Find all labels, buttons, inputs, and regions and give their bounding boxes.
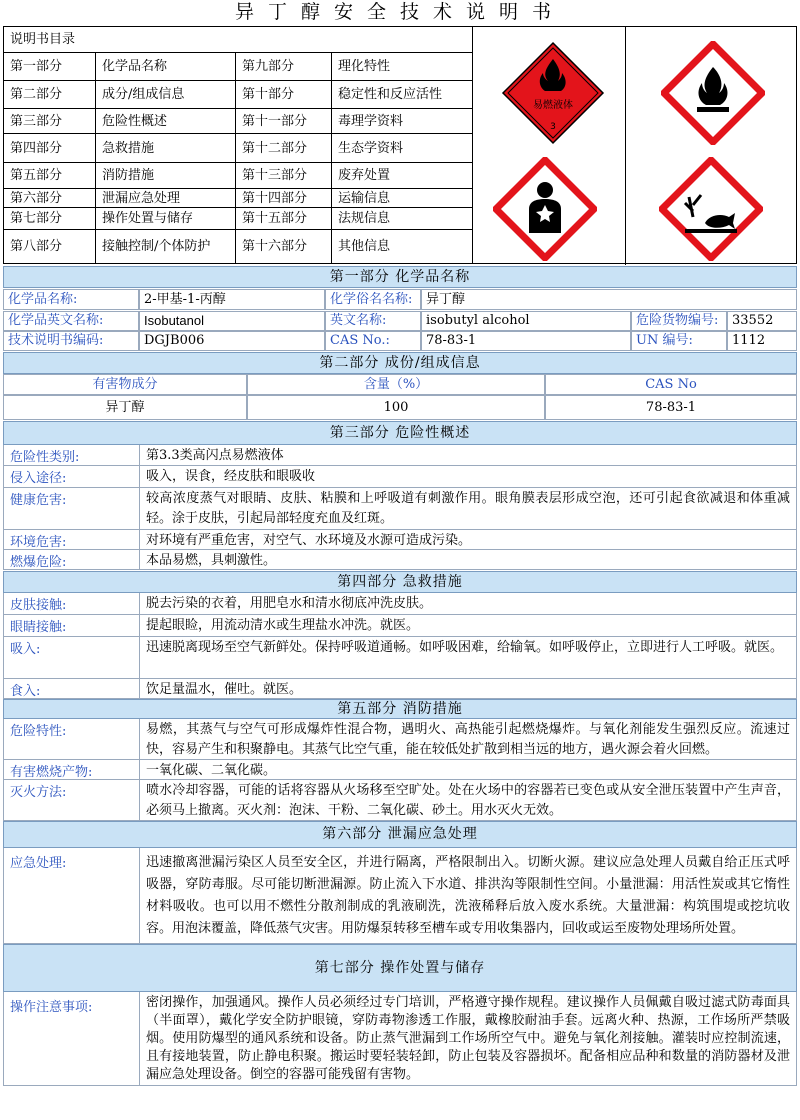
section3-title: 第三部分 危险性概述 (329, 425, 471, 441)
english-alias-label: 英文名称: (325, 311, 421, 331)
health-hazard-icon (493, 157, 597, 261)
section5-header (3, 699, 797, 719)
fire-row (3, 719, 797, 760)
first-aid-row (3, 615, 797, 637)
toc-name: 急救措施 (96, 134, 236, 162)
section1-title: 第一部分 化学品名称 (329, 269, 471, 285)
section6-header (3, 821, 797, 848)
chem-name-value: 2-甲基-1-丙醇 (139, 289, 325, 310)
hazard-row (3, 530, 797, 550)
toc-part: 第十三部分 (236, 163, 332, 188)
flame-icon (661, 41, 765, 145)
section4-title: 第四部分 急救措施 (337, 574, 463, 590)
hazard-row-label: 燃爆危险: (4, 550, 140, 569)
spill-row-label: 应急处理: (4, 848, 140, 943)
toc-part: 第十二部分 (236, 134, 332, 162)
toc-part: 第六部分 (4, 189, 96, 207)
flammable-liquid-label-icon (501, 41, 605, 145)
toc-row (4, 189, 472, 208)
first-aid-value: 提起眼睑，用流动清水或生理盐水冲洗。就医。 (146, 618, 420, 633)
toc-name: 接触控制/个体防护 (96, 230, 236, 263)
dg-number-value: 33552 (727, 311, 797, 331)
chem-name-label: 化学品名称: (3, 289, 139, 310)
component-content: 100 (247, 395, 545, 420)
toc-name: 泄漏应急处理 (96, 189, 236, 207)
hazard-row-label: 环境危害: (4, 530, 140, 549)
english-alias-value: isobutyl alcohol (421, 311, 631, 331)
hazard-row-value: 较高浓度蒸气对眼睛、皮肤、粘膜和上呼吸道有刺激作用。眼角膜表层形成空泡，还可引起食欲减退和体重减轻。涂于皮肤，引起局部轻度充血及红斑。 (146, 491, 790, 526)
un-label: UN 编号: (631, 331, 727, 351)
toc-row (4, 81, 472, 109)
first-aid-row (3, 679, 797, 699)
toc-part: 第三部分 (4, 109, 96, 133)
first-aid-value: 迅速脱离现场至空气新鲜处。保持呼吸道通畅。如呼吸困难，给输氧。如呼吸停止，立即进行人工呼吸。就医。 (146, 640, 784, 655)
handling-row (3, 992, 797, 1086)
toc-name: 毒理学资料 (338, 114, 404, 129)
toc-name: 理化特性 (338, 59, 391, 74)
section7-title: 第七部分 操作处置与储存 (314, 960, 486, 976)
first-aid-row (3, 593, 797, 615)
hazard-row-value: 吸入，误食，经皮肤和眼吸收 (146, 469, 316, 484)
cas-value: 78-83-1 (421, 331, 631, 351)
hazard-row (3, 488, 797, 530)
fire-row (3, 780, 797, 821)
section1-header (3, 266, 797, 288)
cas-label: CAS No.: (325, 331, 421, 351)
hazard-row-label: 健康危害: (4, 488, 140, 529)
hazard-row (3, 466, 797, 488)
toc-name: 废弃处置 (338, 168, 391, 183)
handling-row-label: 操作注意事项: (4, 992, 140, 1085)
toc-part: 第四部分 (4, 134, 96, 162)
fire-row-value: 喷水冷却容器，可能的话将容器从火场移至空旷处。处在火场中的容器若已变色或从安全泄压装置中产生声音，必须马上撤离。灭火剂：泡沫、干粉、二氧化碳、砂土。用水灭火无效。 (146, 783, 790, 818)
toc-name: 生态学资料 (338, 141, 404, 156)
toc-name: 其他信息 (338, 239, 391, 254)
hazard-row-value: 本品易燃，具刺激性。 (146, 553, 277, 568)
toc-part: 第五部分 (4, 163, 96, 188)
toc-row (4, 109, 472, 134)
hazard-row-value: 对环境有严重危害，对空气、水环境及水源可造成污染。 (146, 533, 472, 548)
document-title: 异丁醇安全技术说明书 (234, 1, 565, 23)
fire-row-label: 灭火方法: (4, 780, 140, 820)
section4-header (3, 571, 797, 593)
toc-part: 第八部分 (4, 230, 96, 263)
toc-row (4, 53, 472, 81)
toc-part: 第十五部分 (236, 208, 332, 229)
first-aid-label: 食入: (4, 679, 140, 698)
first-aid-value: 饮足量温水，催吐。就医。 (146, 682, 303, 697)
fire-row-value: 易燃，其蒸气与空气可形成爆炸性混合物，遇明火、高热能引起燃烧爆炸。与氧化剂能发生强烈反应。流速过快，容易产生和积聚静电。其蒸气比空气重，能在较低处扩散到相当远的地方，遇火源会着火回燃。 (146, 722, 790, 757)
english-name-label: 化学品英文名称: (3, 311, 139, 331)
fire-row-value: 一氧化碳、二氧化碳。 (146, 763, 277, 778)
toc-row (4, 163, 472, 189)
spill-row (3, 848, 797, 944)
toc-part: 第十六部分 (236, 230, 332, 263)
flammable-label-text: 易燃液体 (533, 100, 573, 111)
toc-name: 化学品名称 (96, 53, 236, 80)
toc-heading: 说明书目录 (4, 27, 472, 53)
toc-name: 操作处置与储存 (96, 208, 236, 229)
toc-part: 第一部分 (4, 53, 96, 80)
section6-title: 第六部分 泄漏应急处理 (322, 826, 478, 842)
dg-number-label: 危险货物编号: (631, 311, 727, 331)
flammable-label-class: 3 (550, 122, 556, 132)
common-name-label: 化学俗名名称: (325, 289, 421, 310)
hazard-row-value: 第3.3类高闪点易燃液体 (146, 448, 284, 463)
hazard-row (3, 550, 797, 570)
toc-name: 成分/组成信息 (96, 81, 236, 108)
toc-row (4, 230, 472, 263)
toc-part: 第十一部分 (236, 109, 332, 133)
common-name-value: 异丁醇 (421, 289, 797, 310)
fire-row-label: 有害燃烧产物: (4, 760, 140, 779)
section2-title: 第二部分 成份/组成信息 (319, 355, 481, 371)
fire-row (3, 760, 797, 780)
toc-name: 危险性概述 (96, 109, 236, 133)
section2-header (3, 352, 797, 374)
col-header-component: 有害物成分 (3, 374, 247, 395)
component-name: 异丁醇 (3, 395, 247, 420)
hazard-pictograms (473, 26, 797, 264)
code-value: DGJB006 (139, 331, 325, 351)
toc-name: 运输信息 (338, 191, 391, 206)
toc-name: 法规信息 (338, 211, 391, 226)
toc-row (4, 208, 472, 230)
code-label: 技术说明书编码: (3, 331, 139, 351)
col-header-content: 含量（%） (247, 374, 545, 395)
col-header-cas: CAS No (545, 374, 797, 395)
hazard-row-label: 侵入途径: (4, 466, 140, 487)
section3-header (3, 421, 797, 445)
first-aid-value: 脱去污染的衣着，用肥皂水和清水彻底冲洗皮肤。 (146, 596, 433, 611)
first-aid-label: 皮肤接触: (4, 593, 140, 614)
first-aid-label: 吸入: (4, 637, 140, 678)
component-cas: 78-83-1 (545, 395, 797, 420)
handling-row-value: 密闭操作，加强通风。操作人员必须经过专门培训，严格遵守操作规程。建议操作人员佩戴自吸过滤式防毒面具（半面罩），戴化学安全防护眼镜，穿防毒物渗透工作服，戴橡胶耐油手套。远离火种、热源，工作场所严禁吸烟。使用防爆型的通风系统和设备。防止蒸气泄漏到工作场所空气中。避免与氧化剂接触。灌装时应控制流速，且有接地装置，防止静电积聚。搬运时要轻装轻卸，防止包装及容器损坏。配备相应品种和数量的消防器材及泄漏应急处理设备。倒空的容器可能残留有害物。 (146, 995, 790, 1082)
section5-title: 第五部分 消防措施 (337, 701, 463, 717)
toc-part: 第九部分 (236, 53, 332, 80)
un-value: 1112 (727, 331, 797, 351)
toc-name: 消防措施 (96, 163, 236, 188)
toc-part: 第二部分 (4, 81, 96, 108)
toc-part: 第十四部分 (236, 189, 332, 207)
hazard-row (3, 445, 797, 466)
toc-row (4, 134, 472, 163)
hazard-row-label: 危险性类别: (4, 445, 140, 465)
section7-header (3, 944, 797, 992)
divider (625, 27, 626, 265)
fire-row-label: 危险特性: (4, 719, 140, 759)
first-aid-label: 眼睛接触: (4, 615, 140, 636)
toc-part: 第十部分 (236, 81, 332, 108)
spill-row-value: 迅速撤离泄漏污染区人员至安全区，并进行隔离，严格限制出入。切断火源。建议应急处理人员戴自给正压式呼吸器，穿防毒服。尽可能切断泄漏源。防止流入下水道、排洪沟等限制性空间。小量泄漏：用活性炭或其它惰性材料吸收。也可以用不燃性分散剂制成的乳液刷洗，洗液稀释后放入废水系统。大量泄漏：构筑围堤或挖坑收容。用泡沫覆盖，降低蒸气灾害。用防爆泵转移至槽车或专用收集器内，回收或运至废物处理场所处置。 (146, 855, 790, 936)
toc-name: 稳定性和反应活性 (338, 87, 443, 102)
first-aid-row (3, 637, 797, 679)
table-of-contents (3, 26, 473, 264)
environment-hazard-icon (659, 157, 763, 261)
english-name-value: Isobutanol (139, 311, 325, 331)
toc-part: 第七部分 (4, 208, 96, 229)
